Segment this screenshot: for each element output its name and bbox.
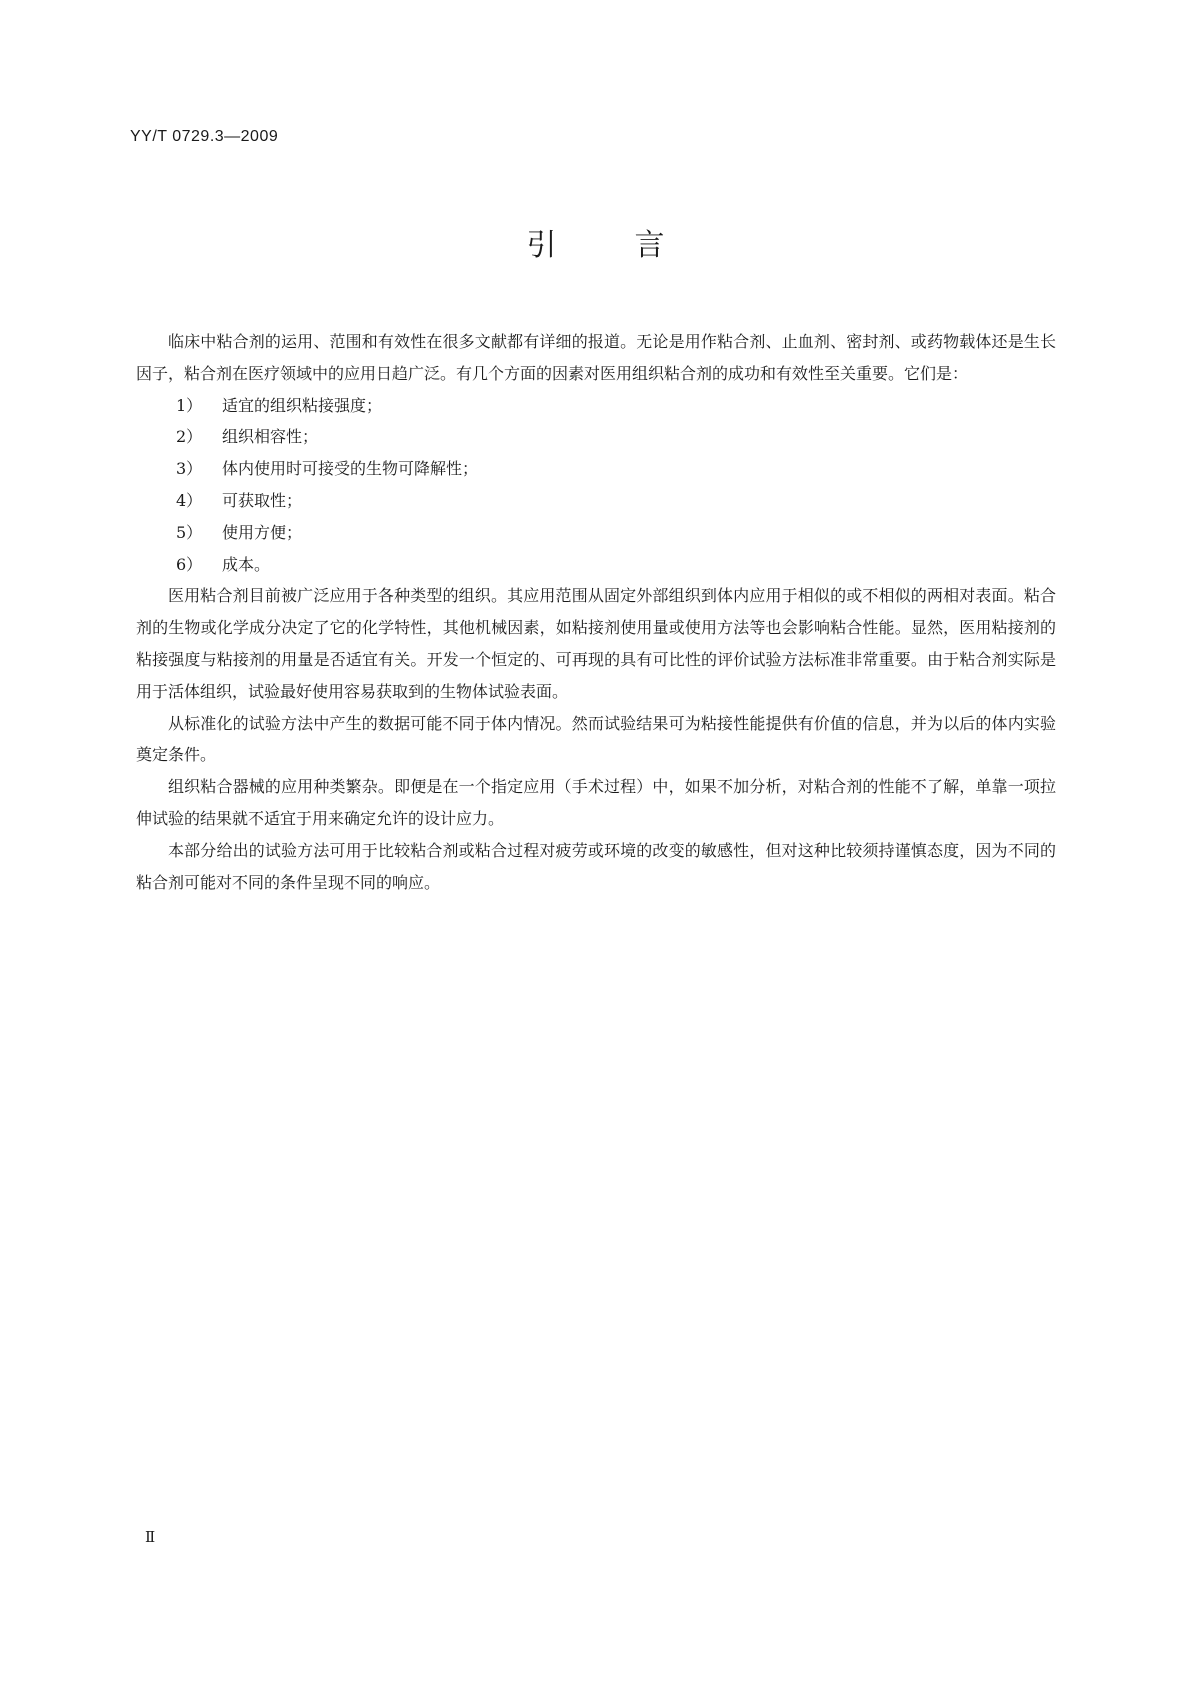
paragraph-standardized-data: 从标准化的试验方法中产生的数据可能不同于体内情况。然而试验结果可为粘接性能提供有价值的信息，并为以后的体内实验奠定条件。 [136, 713, 1056, 765]
paragraph-applications: 医用粘合剂目前被广泛应用于各种类型的组织。其应用范围从固定外部组织到体内应用于相似的或不相似的两相对表面。粘合剂的生物或化学成分决定了它的化学特性，其他机械因素，如粘接剂使用量或使用方法等也会影响粘合性能。显然，医用粘接剂的粘接强度与粘接剂的用量是否适宜有关。开发一个恒定的、可再现的具有可比性的评价试验方法标准非常重要。由于粘合剂实际是用于活体组织，试验最好使用容易获取到的生物体试验表面。 [136, 586, 1056, 701]
factor-text: 体内使用时可接受的生物可降解性； [222, 459, 479, 479]
paragraph-device-variety: 组织粘合器械的应用种类繁杂。即便是在一个指定应用（手术过程）中，如果不加分析，对粘合剂的性能不了解，单靠一项拉伸试验的结果就不适宜于用来确定允许的设计应力。 [136, 777, 1056, 828]
section-title [0, 226, 1191, 266]
factor-item-2 [136, 421, 1056, 453]
factor-number: 6） [176, 554, 203, 574]
section-title-char-2: 言 [634, 228, 665, 263]
factor-item-1 [136, 390, 1056, 422]
intro-paragraph: 临床中粘合剂的运用、范围和有效性在很多文献都有详细的报道。无论是用作粘合剂、止血剂、密封剂、或药物载体还是生长因子，粘合剂在医疗领域中的应用日趋广泛。有几个方面的因素对医用组织粘合剂的成功和有效性至关重要。它们是： [136, 332, 1056, 383]
standard-code: YY/T 0729.3—2009 [130, 128, 279, 145]
introduction-body [136, 326, 1056, 898]
page-number: Ⅱ [145, 1528, 156, 1546]
factor-text: 适宜的组织粘接强度； [222, 395, 383, 415]
factor-number: 1） [176, 395, 203, 415]
factor-text: 可获取性； [222, 490, 303, 510]
section-title-char-1: 引 [526, 228, 557, 263]
factor-number: 2） [176, 427, 203, 447]
factor-item-3 [136, 453, 1056, 485]
factor-text: 组织相容性； [222, 427, 319, 447]
factor-number: 5） [176, 522, 203, 542]
factor-number: 4） [176, 490, 203, 510]
factor-text: 成本。 [222, 554, 271, 574]
paragraph-test-method-scope: 本部分给出的试验方法可用于比较粘合剂或粘合过程对疲劳或环境的改变的敏感性，但对这种比较须持谨慎态度，因为不同的粘合剂可能对不同的条件呈现不同的响应。 [136, 840, 1056, 892]
factor-item-5 [136, 517, 1056, 549]
factor-number: 3） [176, 459, 203, 479]
factor-text: 使用方便； [222, 522, 303, 542]
factor-item-6 [136, 549, 1056, 581]
factor-item-4 [136, 485, 1056, 517]
